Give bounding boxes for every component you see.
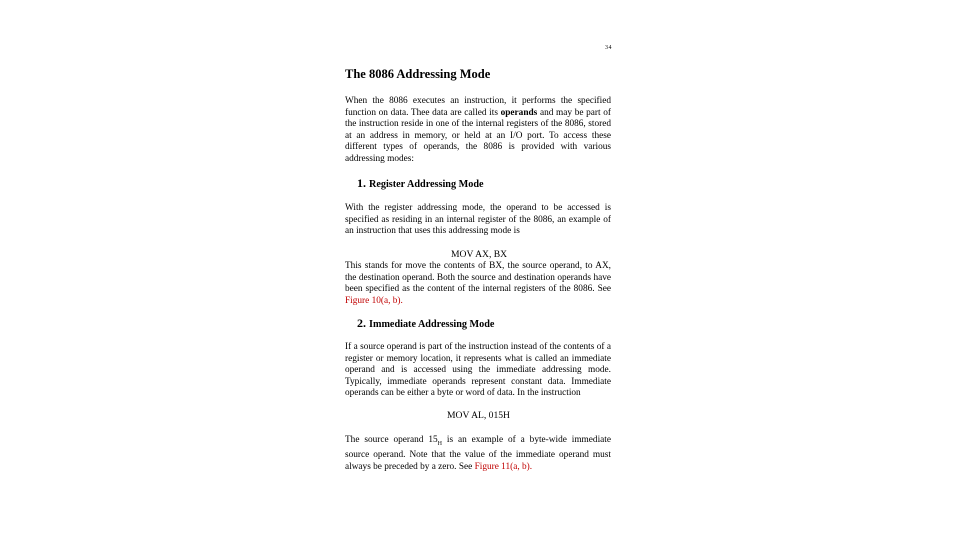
section-2-explanation-text-a: The source operand 15	[345, 435, 438, 445]
section-1-explanation	[345, 261, 611, 307]
intro-paragraph	[345, 96, 611, 166]
intro-bold-term: operands	[500, 107, 538, 118]
section-2-explanation-text-b: is an example of a byte-wide immediate source operand. Note that the value of the immediate operand must always be preceded by a zero. See	[345, 435, 611, 473]
section-1-paragraph: With the register addressing mode, the operand to be accessed is specified as residing in an internal register of the 8086, an example of an instruction that uses this addressing mode is	[345, 203, 611, 237]
section-2-title: Immediate Addressing Mode	[369, 319, 495, 330]
section-2-paragraph: If a source operand is part of the instruction instead of the contents of a register or memory location, it represents what is called an immediate operand and is accessed using the immediate addressing mode. Typically, immediate operands represent constant data. Immediate operands can be either a byte or word of data. In the instruction	[345, 342, 611, 399]
section-1-explanation-text: This stands for move the contents of BX, the source operand, to AX, the destination operand. Both the source and destination operands have been specified as the content of the internal registers of the 8086. See	[345, 261, 611, 295]
section-1-number: 1.	[357, 176, 366, 190]
section-1-title: Register Addressing Mode	[369, 179, 484, 190]
intro-text-2: and may be part of the instruction reside in one of the internal registers of the 8086, stored at an address in memory, or held at an I/O port. To access these different types of operands, the 8086 is provided with various addressing modes:	[345, 107, 612, 164]
section-2-explanation	[345, 435, 611, 474]
hex-subscript: H	[437, 440, 442, 447]
intro-text-1: When the 8086 executes an instruction, it performs the specified function on data. Thee data are called its	[345, 96, 611, 118]
figure-10-link[interactable]: Figure 10(a, b).	[345, 295, 403, 306]
section-2-heading	[357, 316, 494, 331]
figure-11-link[interactable]: Figure 11(a, b).	[474, 462, 533, 473]
section-2-code: MOV AL, 015H	[447, 410, 510, 421]
page-title: The 8086 Addressing Mode	[345, 67, 491, 81]
section-2-number: 2.	[357, 316, 366, 330]
section-1-code: MOV AX, BX	[451, 249, 508, 260]
section-1-heading	[357, 176, 484, 191]
page-number: 34	[605, 45, 612, 51]
